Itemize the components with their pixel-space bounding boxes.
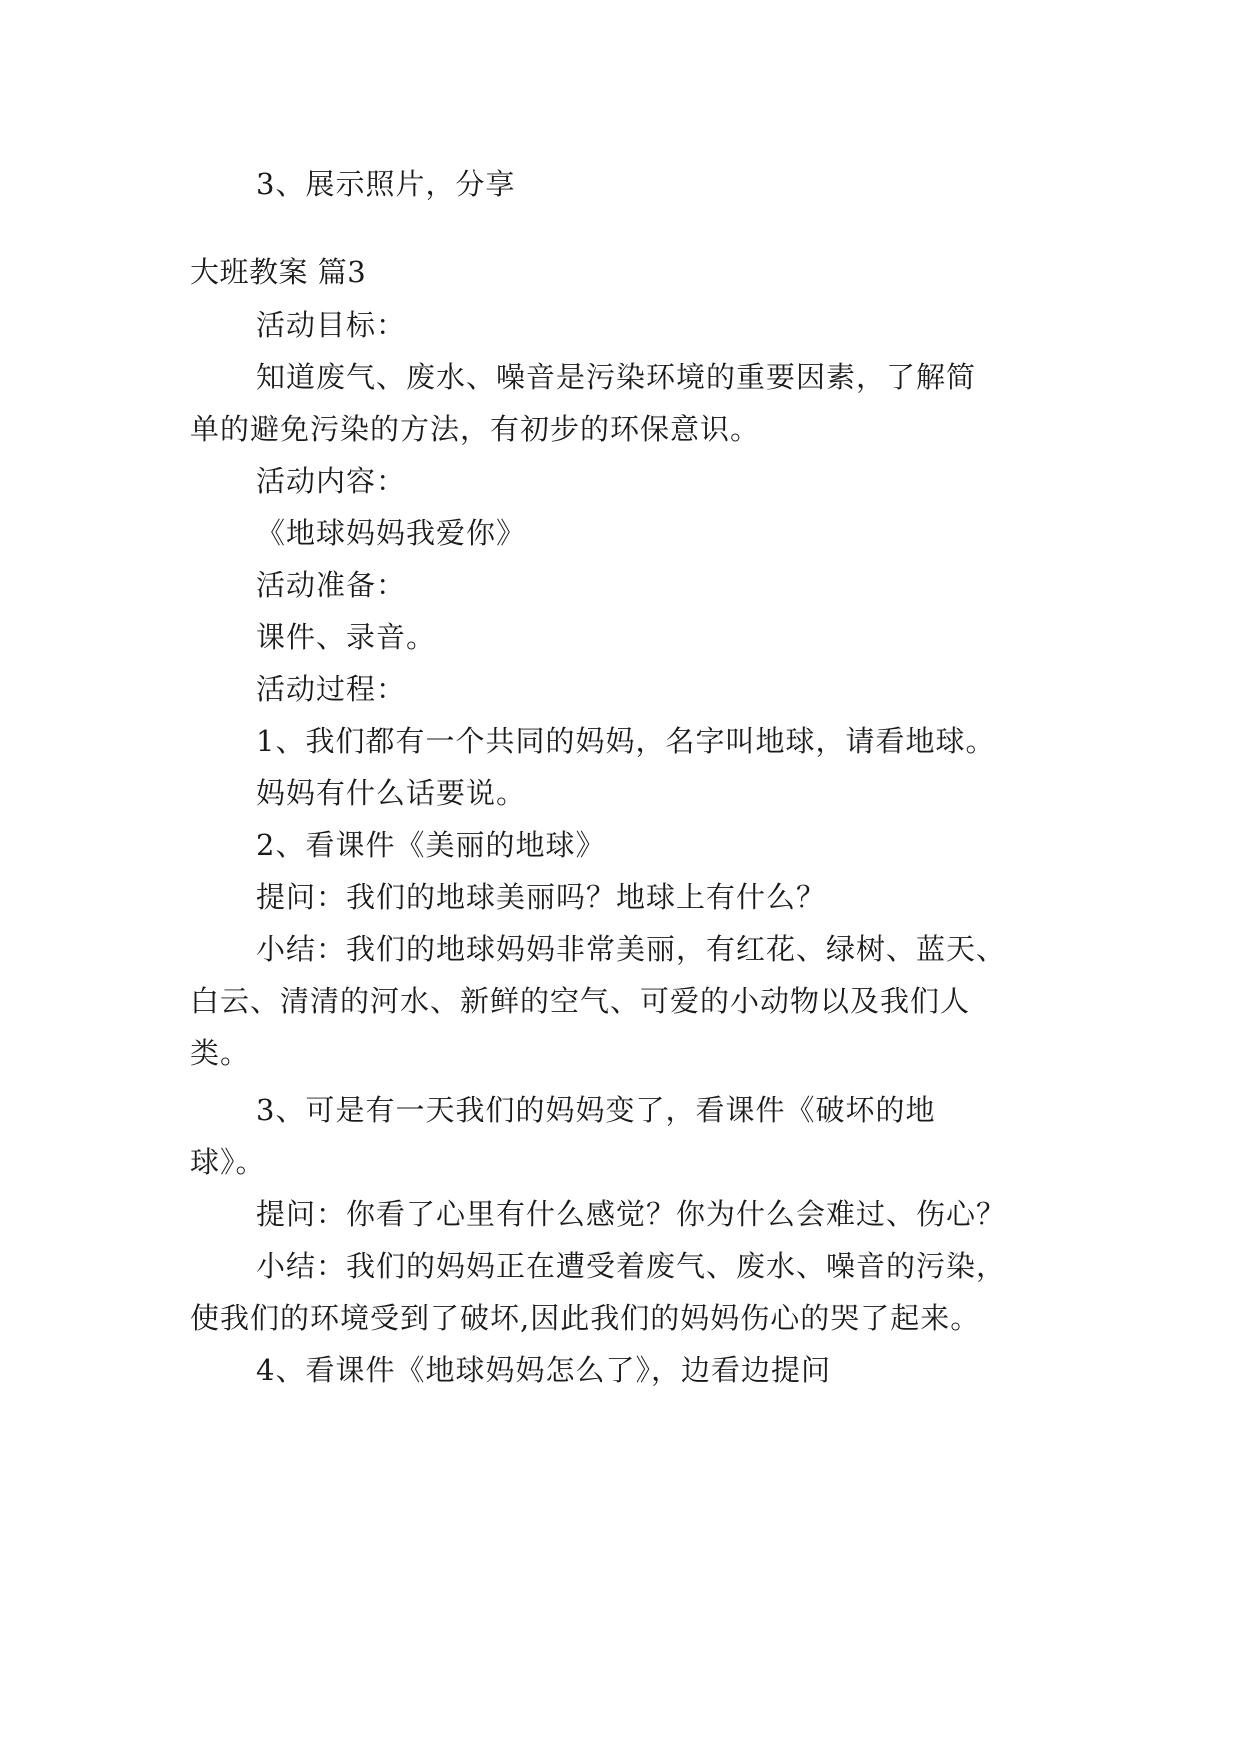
paragraph-line: 提问：你看了心里有什么感觉？你为什么会难过、伤心？ [256, 1197, 1007, 1231]
paragraph-line: 3、可是有一天我们的妈妈变了，看课件《破坏的地 [256, 1093, 936, 1127]
paragraph-line: 活动内容： [256, 464, 407, 498]
paragraph-line: 活动准备： [256, 568, 407, 602]
paragraph-line: 小结：我们的地球妈妈非常美丽，有红花、绿树、蓝天、 [256, 932, 1007, 966]
paragraph-line: 球》。 [190, 1145, 266, 1179]
section-heading: 大班教案 篇3 [190, 255, 367, 289]
paragraph-line: 妈妈有什么话要说。 [256, 776, 527, 810]
paragraph-line: 活动过程： [256, 672, 407, 706]
paragraph-line: 4、看课件《地球妈妈怎么了》，边看边提问 [256, 1353, 831, 1387]
paragraph-line: 3、展示照片，分享 [256, 167, 516, 201]
paragraph-line: 活动目标： [256, 308, 407, 342]
paragraph-line: 单的避免污染的方法，有初步的环保意识。 [190, 412, 761, 446]
paragraph-line: 2、看课件《美丽的地球》 [256, 828, 606, 862]
paragraph-line: 类。 [190, 1036, 251, 1070]
paragraph-line: 知道废气、废水、噪音是污染环境的重要因素，了解简 [256, 360, 977, 394]
paragraph-line: 小结：我们的妈妈正在遭受着废气、废水、噪音的污染， [256, 1249, 1007, 1283]
paragraph-line: 使我们的环境受到了破坏,因此我们的妈妈伤心的哭了起来。 [190, 1301, 981, 1335]
paragraph-line: 1、我们都有一个共同的妈妈，名字叫地球，请看地球。 [256, 724, 996, 758]
paragraph-line: 白云、清清的河水、新鲜的空气、可爱的小动物以及我们人 [190, 984, 971, 1018]
paragraph-line: 提问：我们的地球美丽吗？地球上有什么？ [256, 880, 827, 914]
paragraph-line: 课件、录音。 [256, 620, 437, 654]
paragraph-line: 《地球妈妈我爱你》 [256, 516, 527, 550]
